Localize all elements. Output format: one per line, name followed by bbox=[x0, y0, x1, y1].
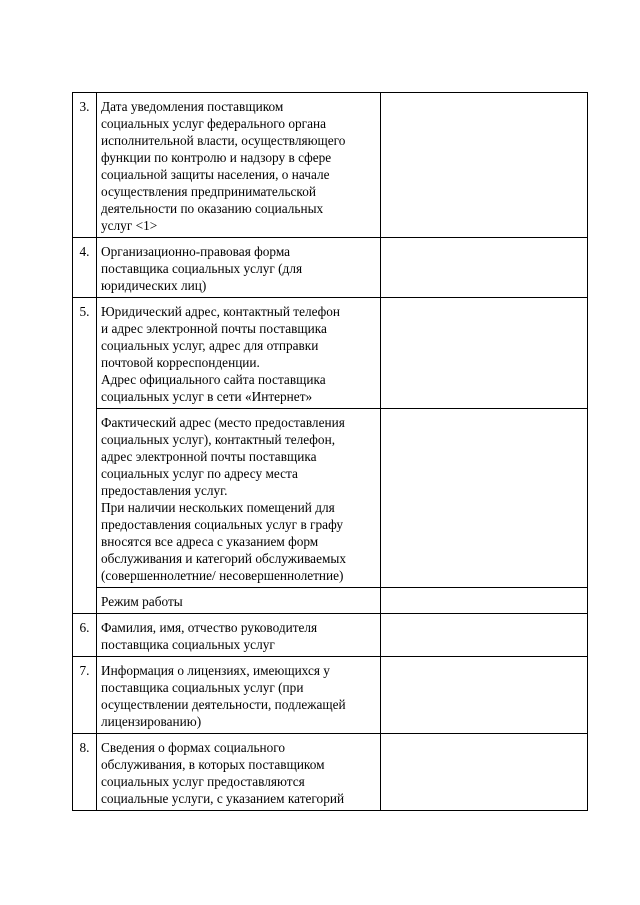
table-row-5-work-hours bbox=[73, 588, 588, 614]
description-line: предоставления социальных услуг в графу bbox=[101, 517, 343, 532]
description-line: социальных услуг), контактный телефон, bbox=[101, 432, 336, 447]
description-line: социальных услуг предоставляются bbox=[101, 774, 305, 789]
description-line: Дата уведомления поставщиком bbox=[101, 99, 284, 114]
description-line: функции по контролю и надзору в сфере bbox=[101, 150, 332, 165]
row-number: 5. bbox=[73, 298, 97, 614]
description-line: и адрес электронной почты поставщика bbox=[101, 321, 327, 336]
description-line: поставщика социальных услуг (для bbox=[101, 261, 303, 276]
row-number: 8. bbox=[73, 734, 97, 811]
description-line: деятельности по оказанию социальных bbox=[101, 201, 324, 216]
row-description bbox=[97, 734, 381, 811]
row-description bbox=[97, 298, 381, 409]
description-line: Сведения о формах социального bbox=[101, 740, 286, 755]
description-line: Фактический адрес (место предоставления bbox=[101, 415, 345, 430]
description-line: осуществления предпринимательской bbox=[101, 184, 316, 199]
description-line: поставщика социальных услуг bbox=[101, 637, 275, 652]
description-line: Адрес официального сайта поставщика bbox=[101, 372, 326, 387]
description-line: обслуживания и категорий обслуживаемых bbox=[101, 551, 346, 566]
description-line: вносятся все адреса с указанием форм bbox=[101, 534, 319, 549]
row-number: 4. bbox=[73, 238, 97, 298]
value-cell[interactable] bbox=[381, 409, 588, 588]
row-description bbox=[97, 93, 381, 238]
table-row-7 bbox=[73, 657, 588, 734]
row-description bbox=[97, 614, 381, 657]
description-line: Юридический адрес, контактный телефон bbox=[101, 304, 341, 319]
description-line: социальных услуг в сети «Интернет» bbox=[101, 389, 313, 404]
description-line: Режим работы bbox=[101, 594, 183, 609]
description-line: осуществлении деятельности, подлежащей bbox=[101, 697, 346, 712]
description-line: Фамилия, имя, отчество руководителя bbox=[101, 620, 318, 635]
description-line: социальных услуг, адрес для отправки bbox=[101, 338, 319, 353]
table-row-5-actual-address bbox=[73, 409, 588, 588]
description-line: лицензированию) bbox=[101, 714, 202, 729]
description-line: предоставления услуг. bbox=[101, 483, 228, 498]
value-cell[interactable] bbox=[381, 614, 588, 657]
description-line: поставщика социальных услуг (при bbox=[101, 680, 304, 695]
table-row-8 bbox=[73, 734, 588, 811]
value-cell[interactable] bbox=[381, 238, 588, 298]
description-line: юридических лиц) bbox=[101, 278, 207, 293]
description-line: адрес электронной почты поставщика bbox=[101, 449, 317, 464]
table-row-3 bbox=[73, 93, 588, 238]
value-cell[interactable] bbox=[381, 657, 588, 734]
value-cell[interactable] bbox=[381, 298, 588, 409]
description-line: социальные услуги, с указанием категорий bbox=[101, 791, 345, 806]
row-description bbox=[97, 657, 381, 734]
value-cell[interactable] bbox=[381, 734, 588, 811]
description-line: Информация о лицензиях, имеющихся у bbox=[101, 663, 330, 678]
row-description bbox=[97, 409, 381, 588]
table-row-5 bbox=[73, 298, 588, 409]
row-number: 6. bbox=[73, 614, 97, 657]
row-description bbox=[97, 238, 381, 298]
description-line: почтовой корреспонденции. bbox=[101, 355, 260, 370]
provider-info-table bbox=[72, 92, 588, 811]
row-number: 3. bbox=[73, 93, 97, 238]
description-line: обслуживания, в которых поставщиком bbox=[101, 757, 325, 772]
table-row-6 bbox=[73, 614, 588, 657]
description-line: социальных услуг федерального органа bbox=[101, 116, 327, 131]
description-line: услуг <1> bbox=[101, 218, 158, 233]
value-cell[interactable] bbox=[381, 93, 588, 238]
value-cell[interactable] bbox=[381, 588, 588, 614]
row-description bbox=[97, 588, 381, 614]
description-line: Организационно-правовая форма bbox=[101, 244, 291, 259]
description-line: социальной защиты населения, о начале bbox=[101, 167, 330, 182]
table-row-4 bbox=[73, 238, 588, 298]
description-line: При наличии нескольких помещений для bbox=[101, 500, 335, 515]
row-number: 7. bbox=[73, 657, 97, 734]
description-line: социальных услуг по адресу места bbox=[101, 466, 298, 481]
description-line: (совершеннолетние/ несовершеннолетние) bbox=[101, 568, 344, 583]
description-line: исполнительной власти, осуществляющего bbox=[101, 133, 346, 148]
